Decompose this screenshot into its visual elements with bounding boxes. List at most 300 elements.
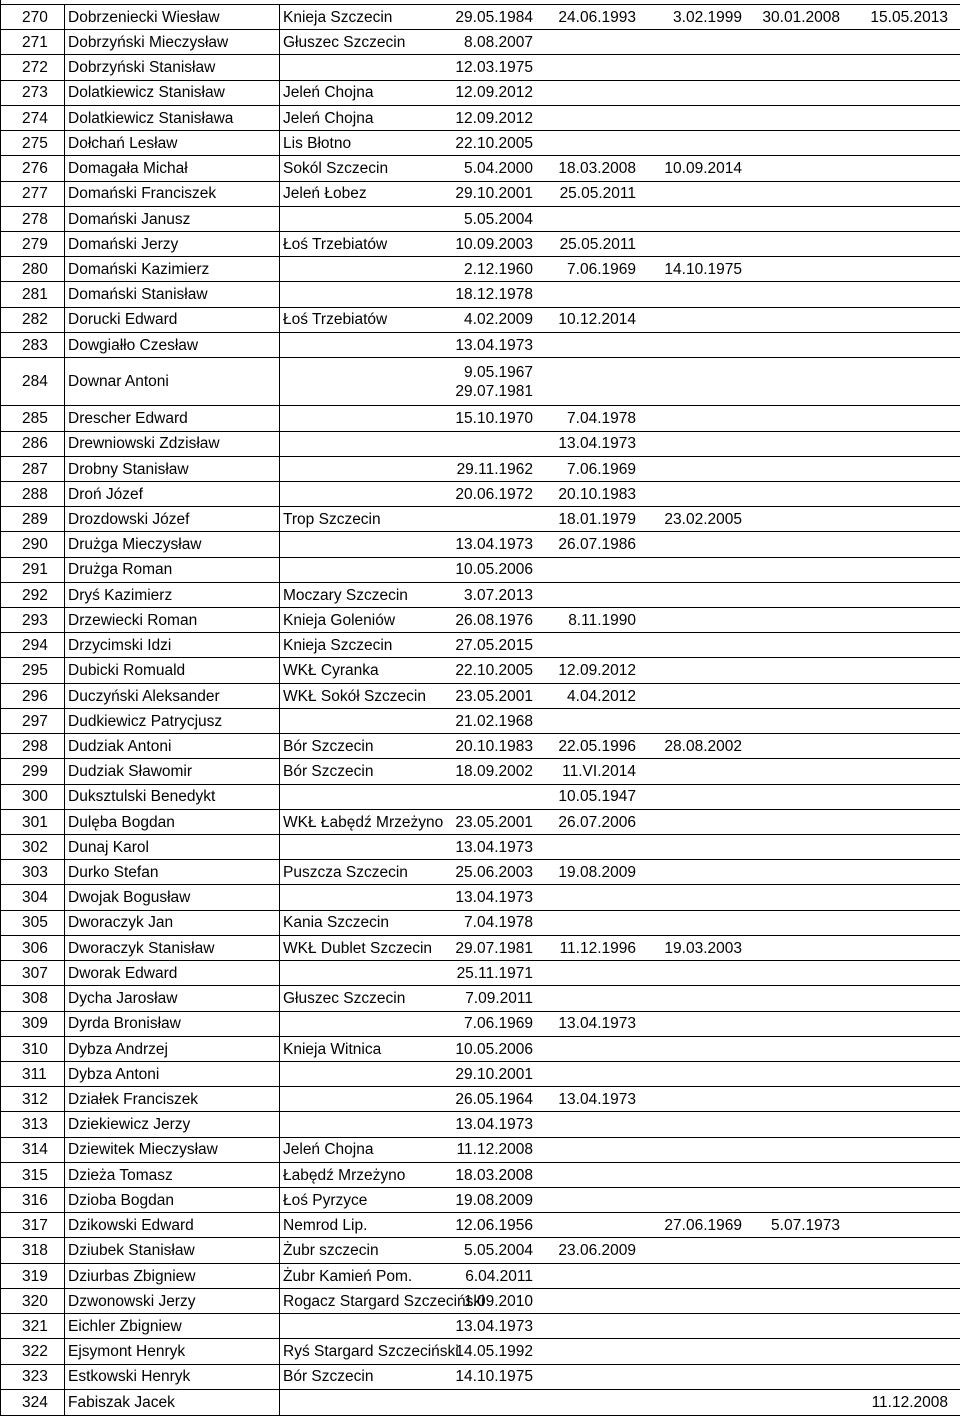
club-name	[280, 432, 438, 457]
date-2	[544, 1213, 644, 1238]
date-3	[644, 911, 748, 936]
club-name	[280, 532, 438, 557]
date-5	[846, 911, 960, 936]
date-1: 29.10.2001	[455, 185, 533, 203]
date-4	[748, 81, 846, 106]
date-3	[644, 532, 748, 557]
club-name	[280, 406, 438, 431]
date-2	[544, 558, 644, 583]
date-4	[748, 1314, 846, 1339]
date-3	[644, 358, 748, 406]
row-number: 294	[22, 637, 48, 655]
row-number: 282	[22, 311, 48, 329]
member-name: Dowgiałło Czesław	[64, 333, 280, 358]
member-name: Dworaczyk Stanisław	[64, 936, 280, 961]
club-name: Kania Szczecin	[283, 914, 389, 932]
date-2	[544, 131, 644, 156]
date-3	[644, 860, 748, 885]
member-name: Dybza Antoni	[64, 1062, 280, 1087]
table-row	[0, 1111, 960, 1137]
table-row	[0, 54, 960, 80]
date-4	[748, 182, 846, 207]
table-row	[0, 130, 960, 156]
club-name	[280, 358, 438, 406]
date-4	[748, 308, 846, 333]
table-row	[0, 456, 960, 482]
row-number: 302	[22, 838, 48, 856]
date-3	[644, 333, 748, 358]
date-2	[544, 583, 644, 608]
date-2	[544, 911, 644, 936]
date-5: 11.12.2008	[871, 1393, 948, 1411]
date-2: 25.05.2011	[559, 185, 636, 203]
date-2	[544, 1314, 644, 1339]
row-number: 284	[22, 373, 48, 391]
date-4	[748, 709, 846, 734]
member-name: Drużga Roman	[64, 558, 280, 583]
member-name: Durko Stefan	[64, 860, 280, 885]
date-2	[544, 1188, 644, 1213]
table-row	[0, 1162, 960, 1188]
member-name: Dyrda Bronisław	[64, 1012, 280, 1037]
row-number: 321	[22, 1317, 48, 1335]
date-1: 18.03.2008	[455, 1166, 533, 1184]
date-5	[846, 482, 960, 507]
date-5	[846, 532, 960, 557]
row-number: 310	[22, 1040, 48, 1058]
date-2	[544, 1289, 644, 1314]
table-row	[0, 1212, 960, 1238]
club-name	[280, 1012, 438, 1037]
date-1: 2.12.1960	[464, 261, 533, 279]
date-4	[748, 583, 846, 608]
date-1: 6.04.2011	[465, 1267, 533, 1285]
table-row	[0, 4, 960, 30]
member-name: Dolatkiewicz Stanisław	[64, 81, 280, 106]
date-4	[748, 1112, 846, 1137]
date-3	[644, 1365, 748, 1390]
date-3	[644, 1112, 748, 1137]
club-name: Bór Szczecin	[283, 763, 374, 781]
date-1: 13.04.1973	[455, 1116, 533, 1134]
table-row	[0, 607, 960, 633]
date-4	[748, 658, 846, 683]
row-number: 316	[22, 1191, 48, 1209]
date-3	[644, 30, 748, 55]
date-3	[644, 1238, 748, 1263]
date-3	[644, 658, 748, 683]
row-number: 322	[22, 1343, 48, 1361]
date-2: 11.12.1996	[559, 939, 636, 957]
row-number: 324	[22, 1393, 48, 1411]
row-number: 299	[22, 763, 48, 781]
row-number: 298	[22, 737, 48, 755]
date-2	[544, 709, 644, 734]
date-3	[644, 961, 748, 986]
date-3	[644, 1087, 748, 1112]
table-row	[0, 231, 960, 257]
row-number: 312	[22, 1091, 48, 1108]
row-number: 285	[22, 410, 48, 428]
date-1: 13.04.1973	[455, 336, 533, 354]
row-number: 318	[22, 1242, 48, 1260]
row-number: 308	[22, 990, 48, 1008]
table-row	[0, 1263, 960, 1289]
date-3	[644, 1012, 748, 1037]
date-4	[748, 986, 846, 1011]
date-2	[544, 986, 644, 1011]
table-row	[0, 809, 960, 835]
date-4	[748, 1289, 846, 1314]
club-name: Trop Szczecin	[283, 511, 381, 528]
date-5	[846, 308, 960, 333]
club-name: Sokól Szczecin	[283, 160, 389, 178]
date-3	[644, 432, 748, 457]
date-1: 18.12.1978	[455, 286, 533, 304]
club-name: Jeleń Chojna	[283, 109, 374, 127]
date-4	[748, 131, 846, 156]
date-4	[748, 1062, 846, 1087]
row-number: 278	[22, 210, 48, 228]
date-4	[748, 885, 846, 910]
date-5	[846, 1163, 960, 1188]
date-1: 14.10.1975	[455, 1368, 533, 1386]
club-name	[280, 55, 438, 80]
date-3	[644, 810, 748, 835]
member-name: Drobny Stanisław	[64, 457, 280, 482]
date-1: 12.09.2012	[455, 109, 533, 127]
member-name: Droń Józef	[64, 482, 280, 507]
date-2: 12.09.2012	[558, 662, 636, 680]
table-row	[0, 1061, 960, 1087]
club-name: Jeleń Chojna	[283, 1141, 374, 1159]
club-name: Łoś Trzebiatów	[283, 311, 388, 329]
date-3	[644, 684, 748, 709]
member-name: Dunaj Karol	[64, 835, 280, 860]
table-row	[0, 557, 960, 583]
date-4	[748, 558, 846, 583]
date-1: 1.09.2010	[464, 1292, 533, 1310]
date-2: 13.04.1973	[558, 1015, 636, 1033]
club-name: WKŁ Dublet Szczecin	[283, 939, 433, 957]
date-1: 3.07.2013	[464, 586, 533, 604]
table-row	[0, 256, 960, 282]
date-4	[748, 207, 846, 232]
date-5	[846, 608, 960, 633]
club-name	[280, 207, 438, 232]
date-4	[748, 1138, 846, 1163]
table-row	[0, 632, 960, 658]
member-name: Duksztulski Benedykt	[64, 785, 280, 810]
club-name	[280, 1390, 438, 1415]
date-1: 7.04.1978	[464, 914, 533, 932]
date-2: 18.03.2008	[558, 160, 636, 178]
member-name: Drescher Edward	[64, 406, 280, 431]
member-name: Drzewiecki Roman	[64, 608, 280, 633]
date-3	[644, 785, 748, 810]
date-3: 28.08.2002	[664, 737, 742, 755]
club-name	[280, 282, 438, 307]
table-row	[0, 1187, 960, 1213]
member-name: Działek Franciszek	[64, 1087, 280, 1112]
table-row	[0, 910, 960, 936]
date-1: 5.04.2000	[464, 160, 533, 178]
club-name	[280, 257, 438, 282]
table-row	[0, 481, 960, 507]
member-name: Dobrzyński Stanisław	[64, 55, 280, 80]
date-4	[748, 507, 846, 532]
date-2: 20.10.1983	[558, 485, 636, 503]
member-name: Drewniowski Zdzisław	[64, 432, 280, 457]
date-2	[544, 30, 644, 55]
club-name	[280, 1314, 438, 1339]
date-3	[644, 457, 748, 482]
date-1: 21.02.1968	[455, 712, 533, 730]
date-1: 12.06.1956	[455, 1217, 533, 1235]
date-5	[846, 30, 960, 55]
date-2: 25.05.2011	[559, 235, 636, 253]
table-row	[0, 1338, 960, 1364]
date-5	[846, 182, 960, 207]
date-1: 14.05.1992	[455, 1343, 533, 1361]
table-row	[0, 1364, 960, 1390]
date-1	[438, 785, 544, 810]
date-1: 20.06.1972	[455, 485, 533, 503]
date-5	[846, 406, 960, 431]
row-number: 275	[22, 134, 48, 152]
table-row	[0, 1389, 960, 1416]
date-4	[748, 1238, 846, 1263]
club-name	[280, 1062, 438, 1087]
table-row	[0, 506, 960, 532]
date-5	[846, 1037, 960, 1062]
member-name: Dziubek Stanisław	[64, 1238, 280, 1263]
member-name: Downar Antoni	[64, 358, 280, 406]
row-number: 319	[22, 1267, 48, 1285]
table-row	[0, 758, 960, 784]
club-name: Knieja Szczecin	[283, 8, 393, 26]
date-1: 5.05.2004	[464, 210, 533, 228]
date-5	[846, 1314, 960, 1339]
date-3	[644, 55, 748, 80]
date-3	[644, 759, 748, 784]
date-3	[644, 1062, 748, 1087]
date-3	[644, 232, 748, 257]
table-row	[0, 834, 960, 860]
date-2	[544, 633, 644, 658]
date-4	[748, 1365, 846, 1390]
table-row	[0, 405, 960, 431]
date-5	[846, 358, 960, 406]
row-number: 287	[22, 460, 48, 478]
club-name	[280, 1112, 438, 1137]
date-2	[544, 1037, 644, 1062]
row-number: 301	[22, 813, 48, 831]
table-row	[0, 582, 960, 608]
row-number: 293	[22, 611, 48, 629]
date-3	[644, 482, 748, 507]
club-name: Puszcza Szczecin	[283, 864, 408, 882]
row-number: 274	[22, 109, 48, 127]
date-3	[644, 633, 748, 658]
date-5	[846, 684, 960, 709]
table-row	[0, 935, 960, 961]
date-2	[544, 961, 644, 986]
date-2: 24.06.1993	[558, 8, 636, 26]
club-name	[280, 835, 438, 860]
table-row	[0, 960, 960, 986]
club-name: Żubr Kamień Pom.	[283, 1267, 413, 1285]
member-name: Dudziak Sławomir	[64, 759, 280, 784]
date-5	[846, 759, 960, 784]
date-3	[644, 308, 748, 333]
member-name: Domański Franciszek	[64, 182, 280, 207]
date-4	[748, 432, 846, 457]
table-row	[0, 859, 960, 885]
date-5	[846, 1365, 960, 1390]
club-name	[280, 885, 438, 910]
date-3	[644, 406, 748, 431]
row-number: 307	[22, 964, 48, 982]
member-name: Dorucki Edward	[64, 308, 280, 333]
date-2: 10.12.2014	[558, 311, 636, 329]
table-row	[0, 1086, 960, 1112]
date-3	[644, 885, 748, 910]
table-row	[0, 985, 960, 1011]
date-5	[846, 558, 960, 583]
table-row	[0, 657, 960, 683]
date-2	[544, 1264, 644, 1289]
member-name: Dubicki Romuald	[64, 658, 280, 683]
table-row	[0, 1011, 960, 1037]
row-number: 280	[22, 261, 48, 279]
member-name: Dzwonowski Jerzy	[64, 1289, 280, 1314]
club-name: Lis Błotno	[283, 134, 352, 152]
date-4	[748, 55, 846, 80]
date-4	[748, 633, 846, 658]
date-2	[544, 1062, 644, 1087]
date-5	[846, 507, 960, 532]
date-2: 11.VI.2014	[562, 763, 636, 781]
date-1: 25.06.2003	[455, 864, 533, 882]
member-name: Dzioba Bogdan	[64, 1188, 280, 1213]
member-name: Dobrzeniecki Wiesław	[64, 5, 280, 30]
date-1	[438, 507, 544, 532]
row-number: 270	[22, 8, 48, 26]
date-1	[438, 358, 544, 406]
date-3	[644, 1138, 748, 1163]
date-3: 3.02.1999	[673, 8, 742, 26]
date-5	[846, 936, 960, 961]
date-2: 10.05.1947	[558, 788, 636, 806]
table-row	[0, 733, 960, 759]
club-name	[280, 333, 438, 358]
date-4	[748, 1037, 846, 1062]
table-row	[0, 1137, 960, 1163]
club-name	[280, 961, 438, 986]
table-row	[0, 357, 960, 406]
row-number: 296	[22, 687, 48, 705]
member-name: Drużga Mieczysław	[64, 532, 280, 557]
date-1: 25.11.1971	[456, 964, 533, 982]
date-5	[846, 257, 960, 282]
date-1: 22.10.2005	[455, 662, 533, 680]
date-3	[644, 583, 748, 608]
date-3: 27.06.1969	[664, 1217, 742, 1235]
date-2: 26.07.1986	[558, 536, 636, 554]
date-4	[748, 457, 846, 482]
member-name: Dycha Jarosław	[64, 986, 280, 1011]
date-4	[748, 1390, 846, 1415]
date-1: 13.04.1973	[455, 536, 533, 554]
table-row	[0, 884, 960, 910]
club-name: Jeleń Łobez	[283, 185, 367, 203]
row-number: 292	[22, 586, 48, 604]
date-2: 18.01.1979	[558, 511, 636, 528]
date-5	[846, 207, 960, 232]
date-1: 11.12.2008	[456, 1141, 533, 1159]
date-1-line-1: 9.05.1967	[464, 364, 533, 382]
date-4	[748, 1163, 846, 1188]
date-1: 12.09.2012	[455, 84, 533, 102]
date-5	[846, 1062, 960, 1087]
club-name	[280, 558, 438, 583]
row-number: 288	[22, 485, 48, 503]
table-row	[0, 105, 960, 131]
date-5	[846, 1188, 960, 1213]
date-2: 19.08.2009	[558, 864, 636, 882]
date-1: 23.05.2001	[455, 813, 533, 831]
member-name: Drzycimski Idzi	[64, 633, 280, 658]
date-2	[544, 358, 644, 406]
member-name: Dziekiewicz Jerzy	[64, 1112, 280, 1137]
club-name	[280, 1087, 438, 1112]
date-4	[748, 835, 846, 860]
table-row	[0, 29, 960, 55]
date-1: 15.10.1970	[455, 410, 533, 428]
date-3	[644, 1339, 748, 1364]
date-1: 5.05.2004	[464, 1242, 533, 1260]
date-5	[846, 106, 960, 131]
member-name: Domański Stanisław	[64, 282, 280, 307]
date-4	[748, 936, 846, 961]
date-5	[846, 709, 960, 734]
row-number: 317	[22, 1217, 48, 1235]
date-2: 7.04.1978	[567, 410, 636, 428]
date-2	[544, 835, 644, 860]
date-3: 14.10.1975	[664, 261, 742, 279]
date-5	[846, 961, 960, 986]
date-1	[438, 432, 544, 457]
date-1	[438, 1390, 544, 1415]
row-number: 323	[22, 1368, 48, 1386]
row-number: 291	[22, 561, 48, 579]
member-name: Duczyński Aleksander	[64, 684, 280, 709]
date-4	[748, 1087, 846, 1112]
member-name: Dziewitek Mieczysław	[64, 1138, 280, 1163]
date-3	[644, 835, 748, 860]
date-3	[644, 608, 748, 633]
date-5	[846, 55, 960, 80]
date-4	[748, 684, 846, 709]
table-row	[0, 181, 960, 207]
date-4	[748, 257, 846, 282]
date-4	[748, 406, 846, 431]
date-5	[846, 1339, 960, 1364]
row-number: 300	[22, 788, 48, 806]
table-row	[0, 531, 960, 557]
date-2	[544, 885, 644, 910]
